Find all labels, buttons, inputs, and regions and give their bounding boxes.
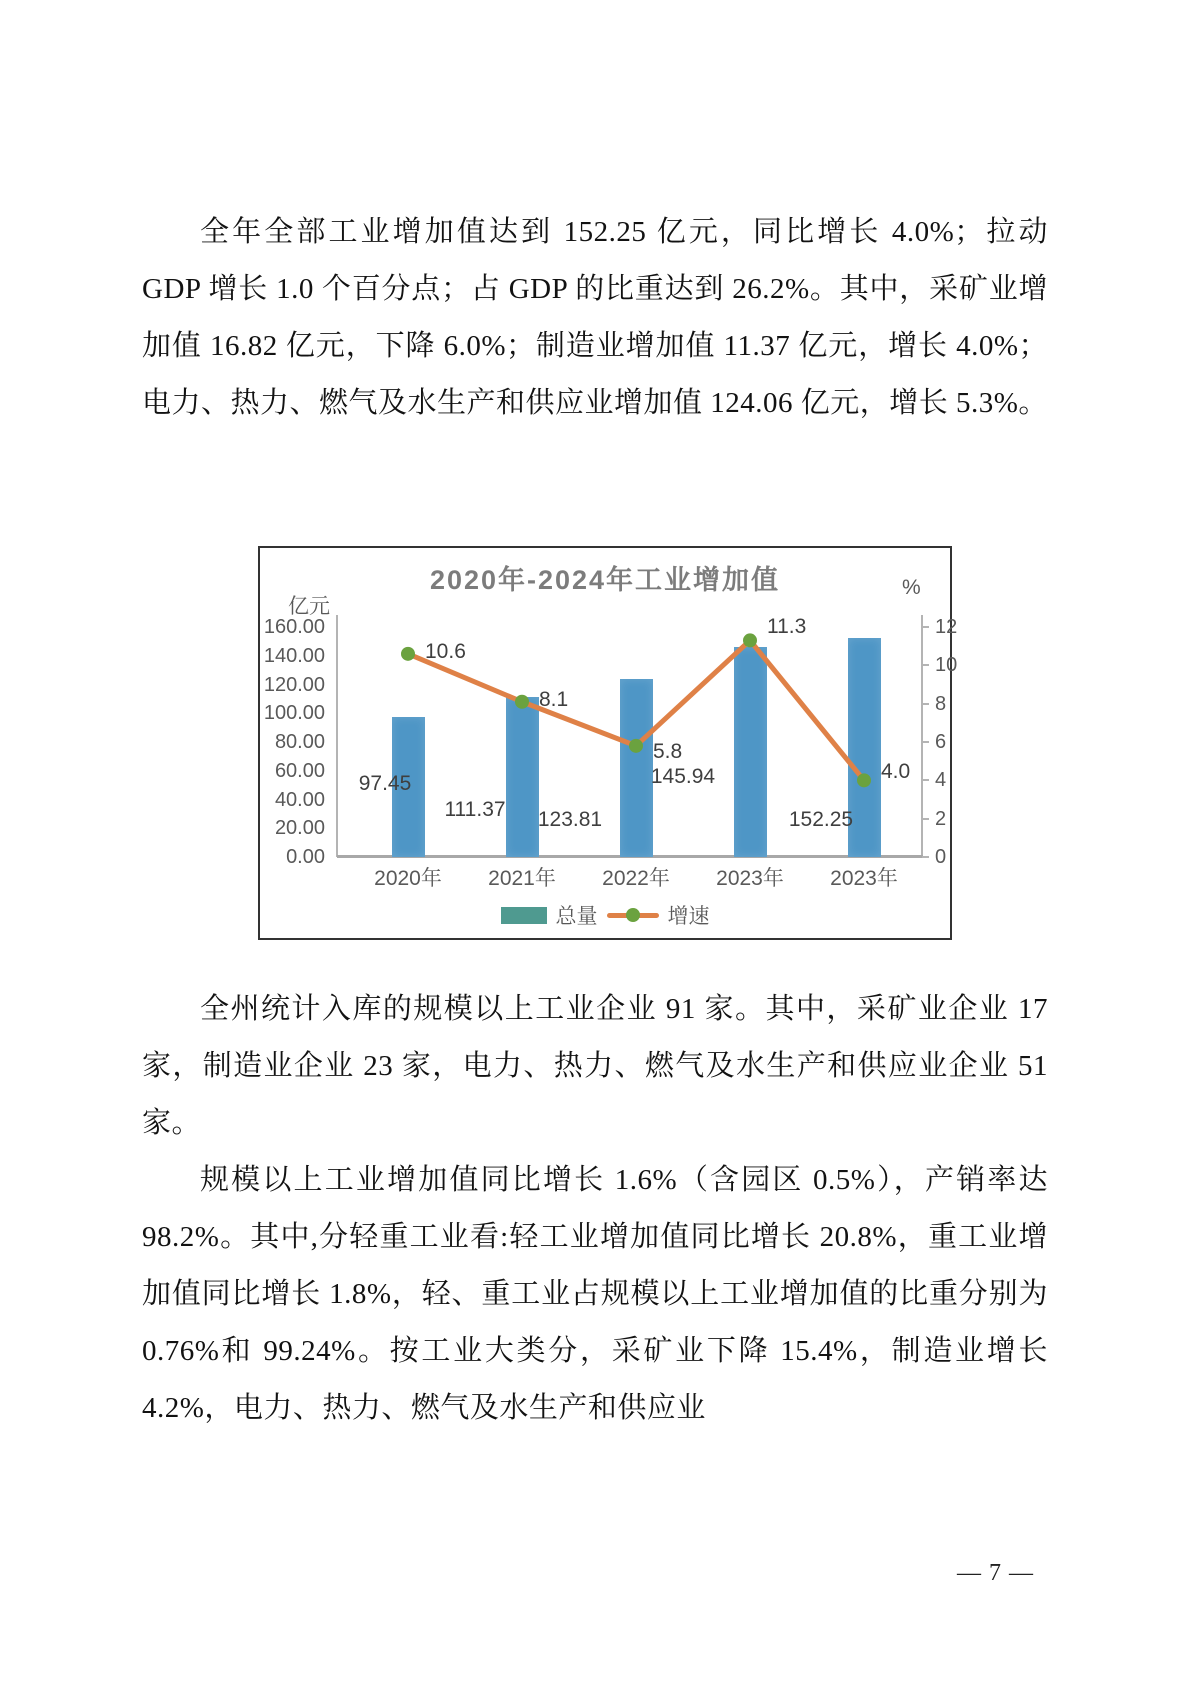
left-axis-tick-label: 60.00 [274,759,325,782]
bar-value-label: 152.25 [788,808,854,831]
right-axis-tick-label: 4 [935,769,947,792]
left-axis-tick-label: 20.00 [274,817,325,840]
right-axis-tick-label: 6 [935,731,947,753]
growth-line-marker [743,633,757,647]
x-axis-label: 2022年 [602,867,670,890]
bar-value-label: 111.37 [444,798,506,821]
legend-line-swatch [607,913,659,918]
industry-added-value-chart [258,546,958,940]
right-axis-tick-label: 10 [935,654,958,677]
chart-legend [260,900,950,930]
body-text-flow [142,981,1048,1437]
right-axis-tick-label: 8 [935,692,947,715]
right-axis-tick [922,626,929,628]
legend-bar-swatch [501,907,547,924]
growth-line-marker [629,739,643,753]
paragraph-industry-overview: 全年全部工业增加值达到 152.25 亿元，同比增长 4.0%；拉动 GDP 增长 1.0 个百分点；占 GDP 的比重达到 26.2%。其中，采矿业增加值 16.82 亿元，下降 6.0%；制造业增加值 11.37 亿元，增长 4.0%；电力、热力、燃气及水生产和供应业增加值 124.06 亿元，增长 5.3%。 [142,216,1048,419]
x-axis-label: 2020年 [374,867,442,890]
line-value-label: 11.3 [767,615,807,639]
plot-area [263,615,958,890]
growth-line-marker [515,695,529,709]
line-value-label: 5.8 [653,739,683,763]
right-axis-tick [922,818,929,820]
right-axis-tick [922,664,929,666]
x-axis-label: 2023年 [830,867,898,890]
growth-line-marker [401,647,415,661]
right-axis-tick-label: 2 [935,807,947,830]
left-axis-tick-label: 140.00 [263,644,325,667]
bar-value-label: 123.81 [537,808,603,831]
left-axis-tick-label: 120.00 [263,673,325,696]
paragraph-above-scale-industry: 规模以上工业增加值同比增长 1.6%（含园区 0.5%），产销率达 98.2%。其中,分轻重工业看:轻工业增加值同比增长 20.8%，重工业增加值同比增长 1.8%，轻、重工业占规模以上工业增加值的比重分别为 0.76%和 99.24%。按工业大类分，采矿业下降 15.4%，制造业增长 4.2%，电力、热力、燃气及水生产和供应业 [142,1164,1048,1424]
bar-value-label: 145.94 [650,765,716,788]
right-axis-tick-label: 12 [935,616,958,638]
left-axis-tick-label: 160.00 [263,616,325,638]
right-axis-tick [922,856,929,858]
growth-line-path [408,640,864,780]
left-axis-unit-label: 亿元 [288,595,330,618]
growth-line-marker [857,773,871,787]
line-value-label: 8.1 [539,687,569,711]
page-number: — 7 — [957,1560,1034,1586]
bar-value-label: 97.45 [358,772,412,795]
legend-line-dot [626,908,640,922]
paragraph-enterprise-count: 全州统计入库的规模以上工业企业 91 家。其中，采矿业企业 17 家，制造业企业 23 家，电力、热力、燃气及水生产和供应业企业 51 家。 [142,993,1048,1139]
left-axis-tick-label: 40.00 [274,788,325,811]
left-axis-tick-label: 100.00 [263,702,325,725]
left-axis-tick-label: 0.00 [286,846,325,868]
line-value-label: 10.6 [425,639,466,663]
right-axis-tick [922,741,929,743]
line-value-label: 4.0 [881,760,911,784]
right-axis-unit-label: % [902,576,921,599]
x-axis-label: 2021年 [488,867,556,890]
right-axis-tick [922,779,929,781]
chart-title: 2020年-2024年工业增加值 [429,565,781,595]
x-axis-label: 2023年 [716,867,784,890]
right-axis-tick [922,703,929,705]
left-axis-tick-label: 80.00 [274,731,325,753]
right-axis-tick-label: 0 [935,846,947,868]
legend-label-growth: 增速 [667,905,710,928]
legend-label-total: 总量 [555,905,598,928]
